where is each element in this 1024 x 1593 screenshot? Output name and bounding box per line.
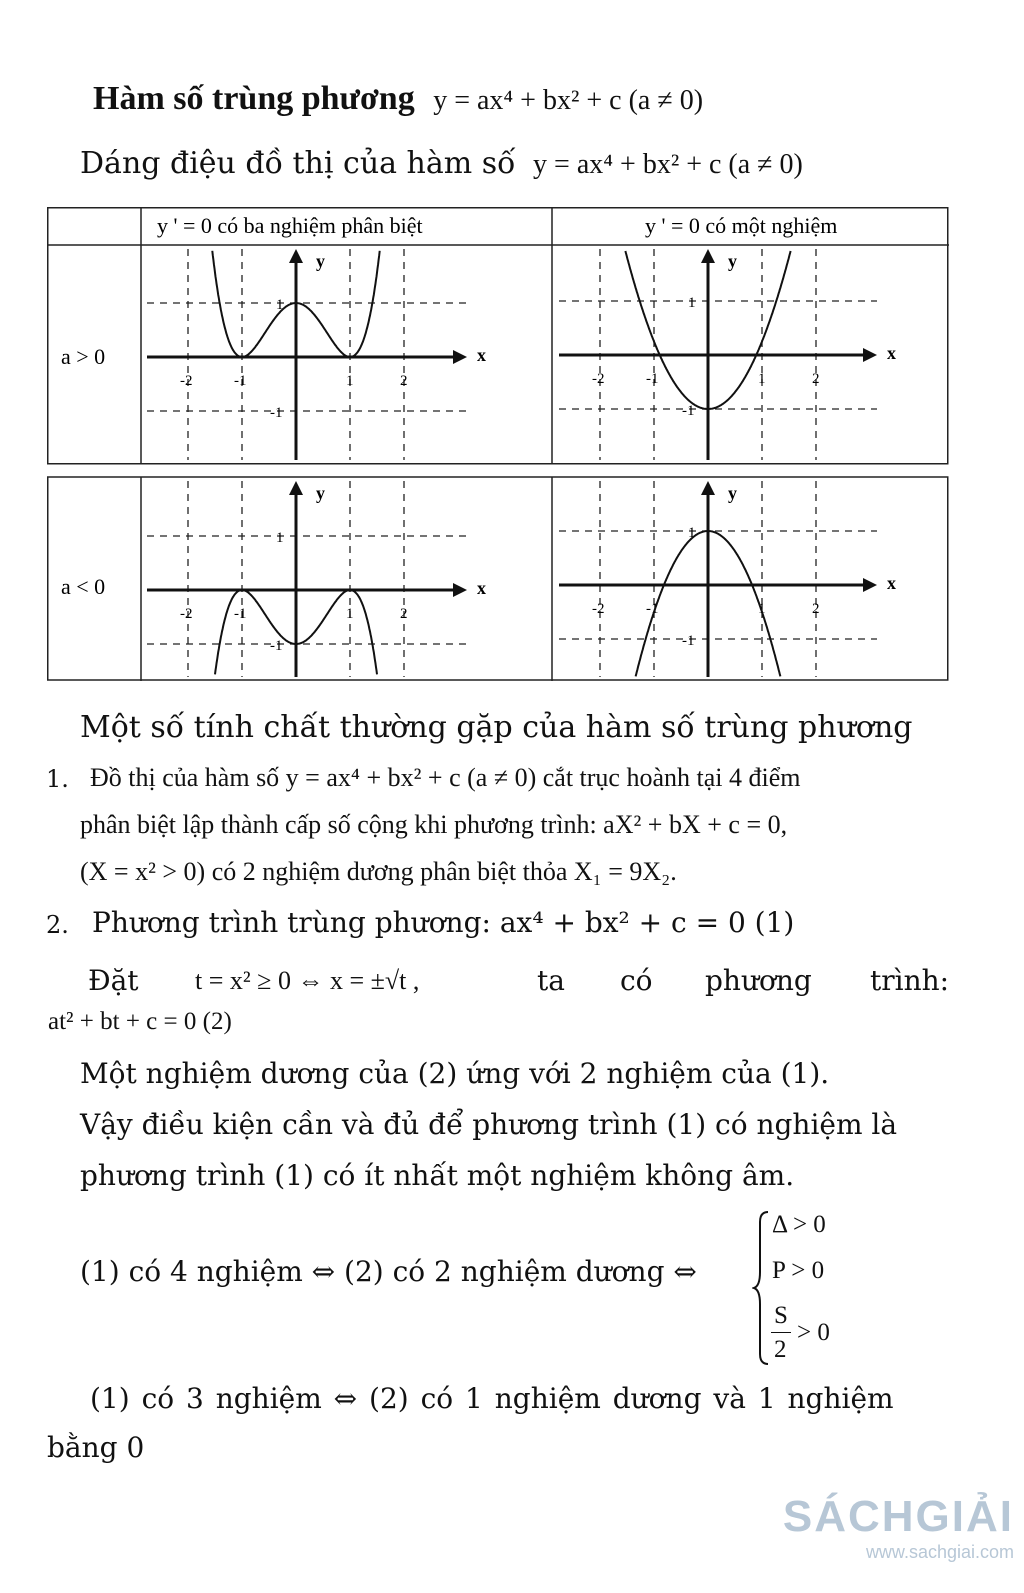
a-pos-three-tick-x-m1: -1 bbox=[234, 373, 247, 389]
item-2-line-c: phương trình (1) có ít nhất một nghiệm không âm. bbox=[80, 1159, 795, 1192]
a-neg-one-y-arrow-icon bbox=[701, 481, 715, 495]
a-neg-three-tick-x-2: 2 bbox=[400, 606, 408, 622]
a-neg-one-y-label: y bbox=[728, 483, 737, 503]
a-pos-one-tick-x-m2: -2 bbox=[592, 371, 605, 387]
a-neg-one-x-arrow-icon bbox=[863, 578, 877, 592]
a-pos-one-tick-x-1: 1 bbox=[758, 371, 766, 387]
graph-shape-heading bbox=[80, 146, 803, 181]
dat-word-phuong: phương bbox=[705, 964, 812, 997]
subtitle-text: Dáng điệu đồ thị của hàm số bbox=[80, 146, 516, 181]
col1-header: y ' = 0 có ba nghiệm phân biệt bbox=[157, 213, 423, 238]
a-neg-three-x-label: x bbox=[477, 578, 486, 598]
row-label-a-negative: a < 0 bbox=[61, 574, 106, 599]
logo-text: SÁCHGIẢI bbox=[782, 1492, 1014, 1541]
item-1-line-1: Đồ thị của hàm số y = ax⁴ + bx² + c (a ≠ 0) cắt trục hoành tại 4 điểm bbox=[90, 763, 801, 792]
a-neg-three-y-arrow-icon bbox=[289, 481, 303, 495]
a-neg-one-x-label: x bbox=[887, 573, 896, 593]
a-pos-one-y-label: y bbox=[728, 251, 737, 271]
a-pos-three-y-arrow-icon bbox=[289, 249, 303, 263]
item-2-line-d: (1) có 3 nghiệm ⇔ (2) có 1 nghiệm dương và 1 nghiệm bbox=[90, 1382, 894, 1415]
a-pos-one-x-label: x bbox=[887, 343, 896, 363]
a-neg-one-tick-x-m1: -1 bbox=[646, 601, 659, 617]
a-pos-one-x-arrow-icon bbox=[863, 348, 877, 362]
item-1-number: 1. bbox=[46, 765, 69, 793]
col2-header: y ' = 0 có một nghiệm bbox=[645, 213, 838, 238]
a-neg-three-y-label: y bbox=[316, 483, 325, 503]
section-heading: Một số tính chất thường gặp của hàm số trùng phương bbox=[80, 710, 913, 745]
title-formula: y = ax⁴ + bx² + c (a ≠ 0) bbox=[433, 85, 704, 116]
condition-sum-rhs: > 0 bbox=[797, 1319, 830, 1346]
fraction-bar bbox=[771, 1332, 791, 1333]
a-neg-one-tick-x-2: 2 bbox=[812, 601, 820, 617]
dat-formula: t = x² ≥ 0 ⇔ x = ±√t , bbox=[195, 966, 420, 995]
condition-left: (1) có 4 nghiệm ⇔ (2) có 2 nghiệm dương ⇔ bbox=[80, 1255, 697, 1288]
item-2-number: 2. bbox=[46, 911, 69, 939]
dat-word: Đặt bbox=[88, 964, 139, 997]
a-pos-one-tick-y-m1: -1 bbox=[682, 403, 695, 419]
dat-word-trinh: trình: bbox=[870, 964, 950, 997]
page-title bbox=[93, 80, 703, 118]
a-pos-one-y-arrow-icon bbox=[701, 249, 715, 263]
a-pos-three-tick-y-m1: -1 bbox=[270, 405, 283, 421]
item-1-line-2: phân biệt lập thành cấp số cộng khi phương trình: aX² + bX + c = 0, bbox=[80, 810, 788, 839]
sachgiai-logo bbox=[783, 1492, 1014, 1563]
a-pos-one-tick-x-2: 2 bbox=[812, 371, 820, 387]
item-2-line-1: Phương trình trùng phương: ax⁴ + bx² + c = 0 (1) bbox=[92, 906, 795, 939]
a-neg-three-tick-y-m1: -1 bbox=[270, 638, 283, 654]
equation-2: at² + bt + c = 0 (2) bbox=[48, 1008, 232, 1035]
item-2-line-a: Một nghiệm dương của (2) ứng với 2 nghiệm của (1). bbox=[80, 1057, 830, 1090]
row-label-a-positive: a > 0 bbox=[61, 344, 106, 369]
a-neg-three-tick-x-m2: -2 bbox=[180, 606, 193, 622]
a-pos-three-tick-x-m2: -2 bbox=[180, 373, 193, 389]
a-neg-three-tick-x-1: 1 bbox=[346, 606, 354, 622]
a-pos-three-x-arrow-icon bbox=[453, 350, 467, 364]
a-pos-one-tick-x-m1: -1 bbox=[646, 371, 659, 387]
graph-table-svg bbox=[47, 207, 949, 681]
a-pos-three-x-label: x bbox=[477, 345, 486, 365]
dat-word-ta: ta bbox=[537, 964, 565, 997]
condition-sum-num: S bbox=[774, 1302, 788, 1329]
condition-sum-den: 2 bbox=[774, 1336, 787, 1363]
a-pos-three-tick-y-1: 1 bbox=[276, 297, 284, 313]
a-pos-one-tick-y-1: 1 bbox=[688, 295, 696, 311]
item-2-line-e: bằng 0 bbox=[47, 1431, 145, 1464]
item-1-line-3: (X = x² > 0) có 2 nghiệm dương phân biệt thỏa X₁ = 9X₂. bbox=[80, 857, 677, 886]
condition-product: P > 0 bbox=[772, 1257, 825, 1284]
logo-url: www.sachgiai.com bbox=[865, 1542, 1014, 1562]
condition-delta: Δ > 0 bbox=[772, 1211, 826, 1238]
a-neg-one-tick-y-m1: -1 bbox=[682, 633, 695, 649]
a-pos-three-tick-x-1: 1 bbox=[346, 373, 354, 389]
system-brace-icon bbox=[752, 1208, 772, 1368]
a-neg-one-tick-x-1: 1 bbox=[758, 601, 766, 617]
a-neg-three-x-arrow-icon bbox=[453, 583, 467, 597]
title-text: Hàm số trùng phương bbox=[93, 80, 415, 117]
a-neg-one-tick-y-1: 1 bbox=[688, 525, 696, 541]
a-neg-three-tick-x-m1: -1 bbox=[234, 606, 247, 622]
a-neg-one-tick-x-m2: -2 bbox=[592, 601, 605, 617]
item-2-line-b: Vậy điều kiện cần và đủ để phương trình (1) có nghiệm là bbox=[80, 1108, 898, 1141]
a-pos-three-tick-x-2: 2 bbox=[400, 373, 408, 389]
graph-table bbox=[47, 207, 949, 681]
dat-word-co: có bbox=[620, 964, 653, 997]
a-pos-three-y-label: y bbox=[316, 251, 325, 271]
a-neg-three-tick-y-1: 1 bbox=[276, 530, 284, 546]
subtitle-formula: y = ax⁴ + bx² + c (a ≠ 0) bbox=[533, 149, 803, 180]
